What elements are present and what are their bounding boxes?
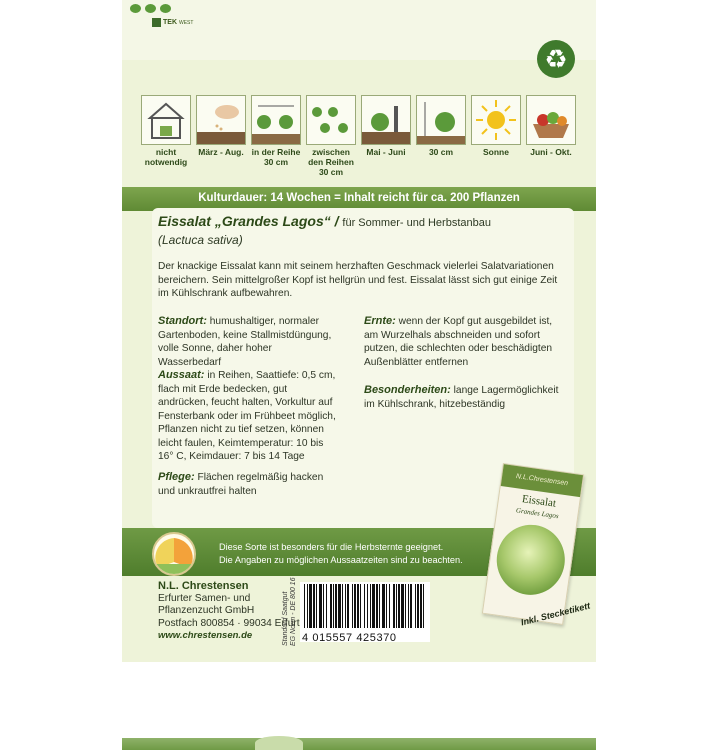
row-spacing-icon: [251, 95, 301, 145]
icon-cell-sun: [471, 95, 521, 177]
harvest-basket-icon: [526, 95, 576, 145]
tag-variety: Grandes Lagos: [515, 506, 560, 521]
height-icon: [416, 95, 466, 145]
seed-packet: [122, 0, 596, 662]
icon-label: 30 cm: [428, 147, 454, 157]
product-name: Eissalat „Grandes Lagos“ /: [158, 213, 339, 229]
section-heading: Aussaat:: [158, 369, 205, 381]
tek-logo-text: TEK: [163, 19, 177, 26]
tag-caption: Inkl. Stecketikett: [519, 600, 592, 628]
planting-icon: [361, 95, 411, 145]
icon-cell-sowing: [196, 95, 246, 177]
culture-duration: Kulturdauer: 14 Wochen = Inhalt reicht für ca. 200 Pflanzen: [198, 192, 520, 204]
section-standort: [158, 315, 336, 369]
intro-text: Der knackige Eissalat kann mit seinem herzhaften Geschmack vielerlei Salatvariationen bereichern. Sein mittelgroßer Kopf ist hellgrün und fest. Eissalat lässt sich gut einige Zeit im Kühlschrank aufbewahren.: [158, 261, 558, 299]
barcode-number: 4 015557 425370: [302, 632, 397, 644]
section-text: in Reihen, Saattiefe: 0,5 cm, flach mit Erde bedecken, gut andrücken, feucht halten, Vorkultur auf Fensterbank oder im Frühbeet möglich, Pflanzen nicht zu tief setzen, können leicht faulen, Keimtemperatur: 10 bis 16° C, Keimdauer: 7 bis 14 Tage: [158, 370, 336, 462]
tek-logo-icon: [152, 18, 161, 27]
barcode-bars: [300, 582, 430, 630]
icon-cell-greenhouse: [141, 95, 191, 177]
icon-label: März - Aug.: [198, 147, 244, 157]
company-info: [158, 580, 300, 643]
section-aussaat: [158, 369, 336, 464]
company-website[interactable]: www.chrestensen.de: [158, 630, 253, 641]
tag-brand: N.L.Chrestensen: [501, 464, 583, 497]
icon-cell-height: [416, 95, 466, 177]
autumn-harvest-icon: [152, 532, 196, 576]
notice-line: Die Angaben zu möglichen Aussaatzeiten sind zu beachten.: [219, 555, 463, 565]
product-subtitle: für Sommer- und Herbstanbau: [342, 217, 491, 229]
section-heading: Ernte:: [364, 315, 396, 327]
icon-label: in der Reihe 30 cm: [251, 147, 301, 167]
icon-cell-harvest: [526, 95, 576, 177]
next-packet-strip: [122, 738, 596, 750]
cultivation-icons: [141, 95, 576, 177]
icon-cell-row: [251, 95, 301, 177]
next-packet-image: [255, 736, 303, 750]
icon-cell-between: [306, 95, 356, 177]
top-strip: [122, 0, 596, 60]
between-rows-icon: [306, 95, 356, 145]
notice-line: Diese Sorte ist besonders für die Herbsternte geeignet.: [219, 542, 444, 552]
icon-label: zwischen den Reihen 30 cm: [308, 147, 354, 177]
icon-label: Sonne: [483, 147, 509, 157]
lettuce-image: [492, 520, 569, 599]
company-line: Pflanzenzucht GmbH: [158, 605, 255, 616]
section-text: humushaltiger, normaler Gartenboden, keine Stallmistdüngung, volle Sonne, daher hoher Wasserbedarf: [158, 316, 332, 368]
section-ernte: [364, 315, 564, 369]
sun-icon: [471, 95, 521, 145]
logo-dots: [130, 4, 171, 13]
section-text: wenn der Kopf gut ausgebildet ist, am Wurzelhals abschneiden und sofort putzen, die schlechten oder beschädigten Außenblätter entfernen: [364, 316, 553, 368]
icon-label: Juni - Okt.: [530, 147, 572, 157]
norm-line: EG Norm - DE 800 16: [290, 577, 297, 646]
section-heading: Pflege:: [158, 471, 195, 483]
product-title: [158, 213, 491, 229]
recycle-icon: ♻: [537, 40, 575, 78]
latin-name: (Lactuca sativa): [158, 233, 243, 247]
tag-name: Eissalat: [521, 493, 557, 510]
company-address: Postfach 800854 · 99034 Erfurt: [158, 617, 300, 629]
greenhouse-icon: [141, 95, 191, 145]
section-text: Flächen regelmäßig hacken und unkrautfrei halten: [158, 472, 324, 497]
section-heading: Besonderheiten:: [364, 384, 451, 396]
section-text: lange Lagermöglichkeit im Kühlschrank, hitzebeständig: [364, 385, 559, 410]
company-name: N.L. Chrestensen: [158, 580, 249, 592]
icon-label: Mai - Juni: [366, 147, 406, 157]
tek-logo: [152, 18, 193, 27]
icon-label: nicht notwendig: [144, 147, 188, 167]
norm-line: Standard Saatgut: [282, 591, 289, 646]
tek-logo-suffix: WEST: [179, 19, 194, 26]
section-pflege: [158, 471, 336, 498]
sowing-hand-icon: [196, 95, 246, 145]
norm-vertical-text: [282, 576, 298, 648]
section-besonderheiten: [364, 384, 564, 411]
company-line: Erfurter Samen- und: [158, 592, 251, 604]
icon-cell-planting: [361, 95, 411, 177]
section-heading: Standort:: [158, 315, 207, 327]
